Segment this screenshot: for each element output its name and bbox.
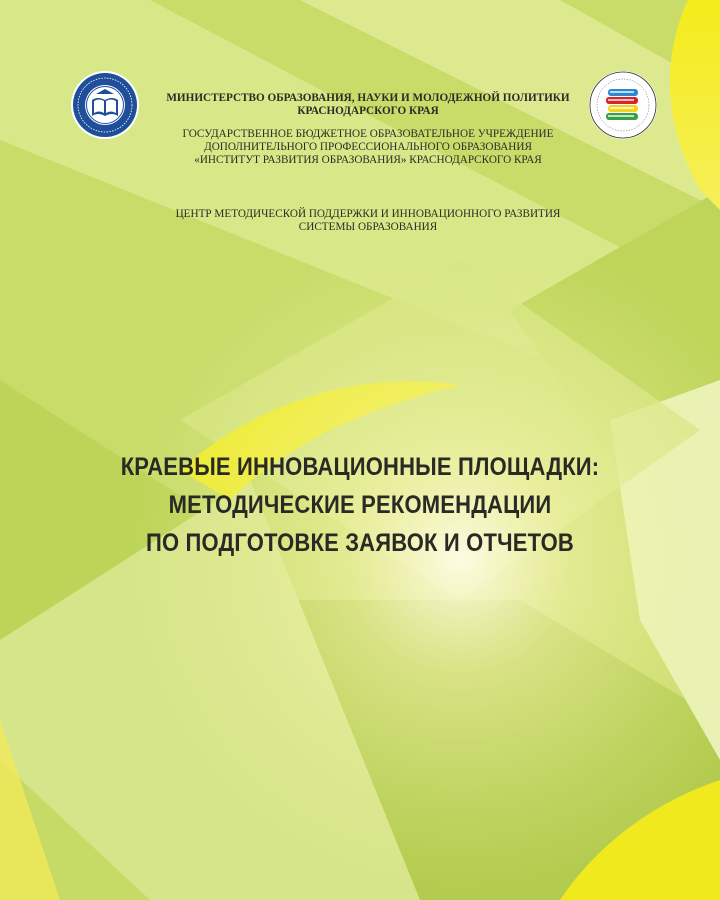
ministry-name-line-1: МИНИСТЕРСТВО ОБРАЗОВАНИЯ, НАУКИ И МОЛОДЕЖНОЙ ПОЛИТИКИ [166, 92, 570, 104]
ministry-name-line-2: КРАСНОДАРСКОГО КРАЯ [297, 105, 439, 117]
title-line-1: КРАЕВЫЕ ИННОВАЦИОННЫЕ ПЛОЩАДКИ: [120, 453, 600, 481]
institution-line-1: ГОСУДАРСТВЕННОЕ БЮДЖЕТНОЕ ОБРАЗОВАТЕЛЬНОЕ УЧРЕЖДЕНИЕ [182, 128, 554, 140]
institution-line-2: ДОПОЛНИТЕЛЬНОГО ПРОФЕССИОНАЛЬНОГО ОБРАЗОВАНИЯ [204, 141, 532, 153]
center-line-2: СИСТЕМЫ ОБРАЗОВАНИЯ [298, 221, 438, 233]
center-line-1: ЦЕНТР МЕТОДИЧЕСКОЙ ПОДДЕРЖКИ И ИННОВАЦИОННОГО РАЗВИТИЯ [175, 208, 561, 220]
title-line-3: ПО ПОДГОТОВКЕ ЗАЯВОК И ОТЧЕТОВ [145, 529, 574, 557]
document-title [40, 448, 680, 562]
institution-line-3: «ИНСТИТУТ РАЗВИТИЯ ОБРАЗОВАНИЯ» КРАСНОДАРСКОГО КРАЯ [194, 154, 542, 166]
ministry-book-emblem-icon [70, 70, 140, 140]
institute-books-stack-icon [588, 70, 658, 140]
title-line-2: МЕТОДИЧЕСКИЕ РЕКОМЕНДАЦИИ [168, 491, 552, 519]
